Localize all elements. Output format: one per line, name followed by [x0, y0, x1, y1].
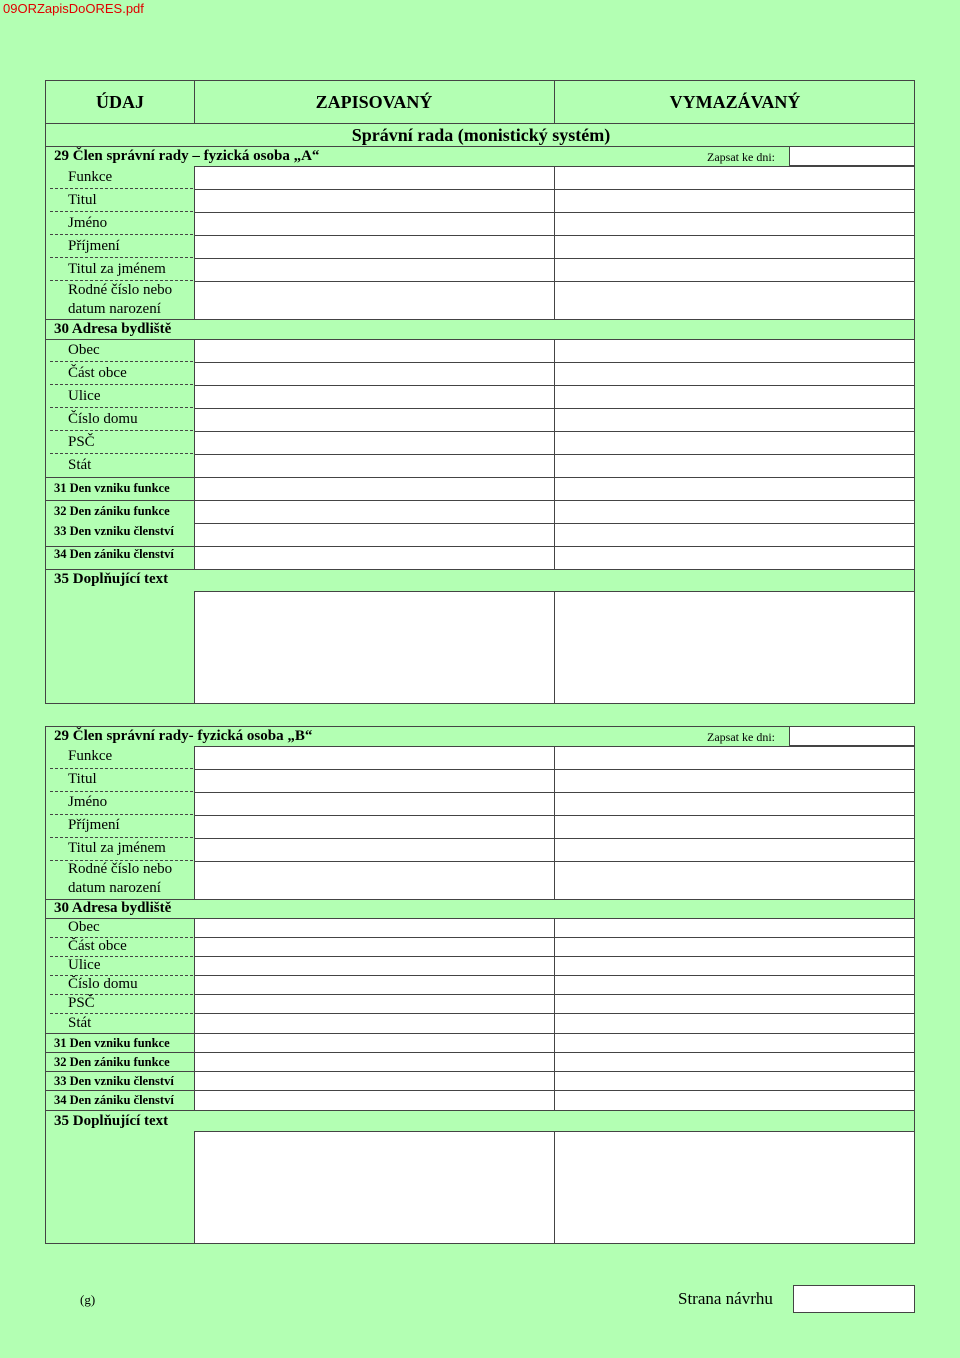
- vymazavany-den-vzniku-clenstvi-input[interactable]: [554, 523, 915, 547]
- vymazavany-cislo-domu-input[interactable]: [554, 975, 915, 995]
- vymazavany-obec-input[interactable]: [554, 339, 915, 363]
- field-den-zaniku-funkce: 32 Den zániku funkce: [54, 504, 170, 518]
- divider: [46, 319, 914, 320]
- field-jmeno: Jméno: [68, 215, 108, 231]
- zapisovany-rodne-cislo-input[interactable]: [194, 281, 555, 320]
- address-title: 30 Adresa bydliště: [54, 900, 172, 916]
- vymazavany-titul-za-input[interactable]: [554, 258, 915, 282]
- vymazavany-cast-obce-input[interactable]: [554, 362, 915, 386]
- divider: [50, 280, 193, 281]
- field-den-zaniku-clenstvi: 34 Den zániku členství: [54, 547, 174, 561]
- divider: [50, 1013, 193, 1014]
- vymazavany-den-zaniku-funkce-input[interactable]: [554, 1052, 915, 1072]
- zapisovany-cast-obce-input[interactable]: [194, 937, 555, 957]
- vymazavany-obec-input[interactable]: [554, 918, 915, 938]
- vymazavany-rodne-cislo-input[interactable]: [554, 861, 915, 900]
- zapisovany-prijmeni-input[interactable]: [194, 235, 555, 259]
- divider: [50, 257, 193, 258]
- zapsat-date-input[interactable]: [789, 726, 915, 746]
- page-number-input[interactable]: [793, 1285, 915, 1313]
- divider: [50, 791, 193, 792]
- zapisovany-stat-input[interactable]: [194, 1013, 555, 1034]
- vymazavany-funkce-input[interactable]: [554, 166, 915, 190]
- member-a-title: 29 Člen správní rady – fyzická osoba „A“: [54, 148, 320, 164]
- zapisovany-titul-input[interactable]: [194, 189, 555, 213]
- divider: [46, 123, 914, 124]
- extra-text-title: 35 Doplňující text: [54, 571, 169, 587]
- zapisovany-jmeno-input[interactable]: [194, 792, 555, 816]
- divider: [50, 407, 193, 408]
- zapisovany-ulice-input[interactable]: [194, 956, 555, 976]
- zapisovany-den-vzniku-clenstvi-input[interactable]: [194, 523, 555, 547]
- zapisovany-psc-input[interactable]: [194, 431, 555, 455]
- zapisovany-den-zaniku-clenstvi-input[interactable]: [194, 1090, 555, 1111]
- file-label: 09ORZapisDoORES.pdf: [3, 1, 144, 16]
- zapisovany-den-vzniku-funkce-input[interactable]: [194, 1033, 555, 1053]
- vymazavany-den-vzniku-funkce-input[interactable]: [554, 477, 915, 501]
- vymazavany-cislo-domu-input[interactable]: [554, 408, 915, 432]
- zapisovany-doplnujici-text[interactable]: [194, 1131, 555, 1244]
- field-den-vzniku-funkce: 31 Den vzniku funkce: [54, 1036, 170, 1050]
- divider: [50, 453, 193, 454]
- vymazavany-den-zaniku-clenstvi-input[interactable]: [554, 546, 915, 570]
- field-rodne-cislo: Rodné číslo nebo: [68, 282, 173, 298]
- field-datum-narozeni: datum narození: [68, 301, 161, 317]
- zapisovany-jmeno-input[interactable]: [194, 212, 555, 236]
- field-stat: Stát: [68, 1015, 92, 1031]
- zapisovany-den-vzniku-funkce-input[interactable]: [194, 477, 555, 501]
- field-cast-obce: Část obce: [68, 938, 127, 954]
- zapisovany-ulice-input[interactable]: [194, 385, 555, 409]
- divider: [46, 569, 914, 570]
- divider: [50, 384, 193, 385]
- vymazavany-jmeno-input[interactable]: [554, 212, 915, 236]
- field-titul: Titul: [68, 192, 97, 208]
- vymazavany-den-vzniku-funkce-input[interactable]: [554, 1033, 915, 1053]
- field-prijmeni: Příjmení: [68, 817, 120, 833]
- divider: [50, 361, 193, 362]
- vymazavany-psc-input[interactable]: [554, 431, 915, 455]
- divider: [50, 814, 193, 815]
- field-funkce: Funkce: [68, 748, 113, 764]
- vymazavany-titul-input[interactable]: [554, 769, 915, 793]
- vymazavany-stat-input[interactable]: [554, 454, 915, 478]
- divider: [50, 234, 193, 235]
- zapisovany-funkce-input[interactable]: [194, 166, 555, 190]
- zapsat-date-input[interactable]: [789, 146, 915, 166]
- field-ulice: Ulice: [68, 957, 101, 973]
- field-funkce: Funkce: [68, 169, 113, 185]
- field-prijmeni: Příjmení: [68, 238, 120, 254]
- vymazavany-prijmeni-input[interactable]: [554, 235, 915, 259]
- field-cislo-domu: Číslo domu: [68, 976, 138, 992]
- member-a-form: [45, 80, 915, 704]
- section-title: Správní rada (monistický systém): [351, 125, 611, 145]
- divider: [194, 81, 195, 123]
- field-ulice: Ulice: [68, 388, 101, 404]
- field-cislo-domu: Číslo domu: [68, 411, 138, 427]
- address-title: 30 Adresa bydliště: [54, 321, 172, 337]
- field-den-vzniku-clenstvi: 33 Den vzniku členství: [54, 1074, 174, 1088]
- header-zapisovany: ZAPISOVANÝ: [315, 92, 433, 112]
- vymazavany-doplnujici-text[interactable]: [554, 591, 915, 704]
- zapisovany-titul-input[interactable]: [194, 769, 555, 793]
- zapisovany-den-vzniku-clenstvi-input[interactable]: [194, 1071, 555, 1091]
- field-obec: Obec: [68, 919, 100, 935]
- zapsat-label: Zapsat ke dni:: [707, 150, 775, 164]
- divider: [46, 1110, 914, 1111]
- field-titul-za: Titul za jménem: [68, 840, 166, 856]
- vymazavany-den-zaniku-funkce-input[interactable]: [554, 500, 915, 524]
- divider: [50, 768, 193, 769]
- field-den-zaniku-clenstvi: 34 Den zániku členství: [54, 1093, 174, 1107]
- form-code: (g): [80, 1292, 96, 1307]
- zapisovany-psc-input[interactable]: [194, 994, 555, 1014]
- vymazavany-den-vzniku-clenstvi-input[interactable]: [554, 1071, 915, 1091]
- member-b-form: [45, 726, 915, 1244]
- field-stat: Stát: [68, 457, 92, 473]
- divider: [50, 211, 193, 212]
- divider: [50, 837, 193, 838]
- page-label: Strana návrhu: [678, 1289, 773, 1308]
- divider: [50, 430, 193, 431]
- vymazavany-titul-input[interactable]: [554, 189, 915, 213]
- field-rodne-cislo: Rodné číslo nebo: [68, 861, 173, 877]
- zapisovany-den-zaniku-clenstvi-input[interactable]: [194, 546, 555, 570]
- zapisovany-cast-obce-input[interactable]: [194, 362, 555, 386]
- field-den-zaniku-funkce: 32 Den zániku funkce: [54, 1055, 170, 1069]
- header-vymazavany: VYMAZÁVANÝ: [669, 92, 801, 112]
- field-titul: Titul: [68, 771, 97, 787]
- zapisovany-funkce-input[interactable]: [194, 746, 555, 770]
- zapisovany-titul-za-input[interactable]: [194, 258, 555, 282]
- divider: [46, 146, 914, 147]
- vymazavany-jmeno-input[interactable]: [554, 792, 915, 816]
- vymazavany-ulice-input[interactable]: [554, 956, 915, 976]
- vymazavany-prijmeni-input[interactable]: [554, 815, 915, 839]
- field-datum-narozeni: datum narození: [68, 880, 161, 896]
- divider: [50, 188, 193, 189]
- vymazavany-ulice-input[interactable]: [554, 385, 915, 409]
- vymazavany-psc-input[interactable]: [554, 994, 915, 1014]
- field-obec: Obec: [68, 342, 100, 358]
- vymazavany-funkce-input[interactable]: [554, 746, 915, 770]
- zapisovany-doplnujici-text[interactable]: [194, 591, 555, 704]
- vymazavany-cast-obce-input[interactable]: [554, 937, 915, 957]
- zapisovany-titul-za-input[interactable]: [194, 838, 555, 862]
- member-b-title: 29 Člen správní rady- fyzická osoba „B“: [54, 728, 313, 744]
- zapisovany-cislo-domu-input[interactable]: [194, 975, 555, 995]
- field-den-vzniku-funkce: 31 Den vzniku funkce: [54, 481, 170, 495]
- zapisovany-den-zaniku-funkce-input[interactable]: [194, 1052, 555, 1072]
- field-psc: PSČ: [68, 434, 95, 450]
- field-cast-obce: Část obce: [68, 365, 127, 381]
- vymazavany-stat-input[interactable]: [554, 1013, 915, 1034]
- vymazavany-rodne-cislo-input[interactable]: [554, 281, 915, 320]
- zapsat-label: Zapsat ke dni:: [707, 730, 775, 744]
- field-psc: PSČ: [68, 995, 95, 1011]
- zapisovany-obec-input[interactable]: [194, 918, 555, 938]
- zapisovany-obec-input[interactable]: [194, 339, 555, 363]
- field-jmeno: Jméno: [68, 794, 108, 810]
- field-titul-za: Titul za jménem: [68, 261, 166, 277]
- vymazavany-den-zaniku-clenstvi-input[interactable]: [554, 1090, 915, 1111]
- field-den-vzniku-clenstvi: 33 Den vzniku členství: [54, 524, 174, 538]
- zapisovany-stat-input[interactable]: [194, 454, 555, 478]
- extra-text-title: 35 Doplňující text: [54, 1113, 169, 1129]
- divider: [46, 899, 914, 900]
- divider: [554, 81, 555, 123]
- vymazavany-doplnujici-text[interactable]: [554, 1131, 915, 1244]
- zapisovany-rodne-cislo-input[interactable]: [194, 861, 555, 900]
- header-udaj: ÚDAJ: [96, 92, 144, 112]
- vymazavany-titul-za-input[interactable]: [554, 838, 915, 862]
- zapisovany-prijmeni-input[interactable]: [194, 815, 555, 839]
- zapisovany-den-zaniku-funkce-input[interactable]: [194, 500, 555, 524]
- zapisovany-cislo-domu-input[interactable]: [194, 408, 555, 432]
